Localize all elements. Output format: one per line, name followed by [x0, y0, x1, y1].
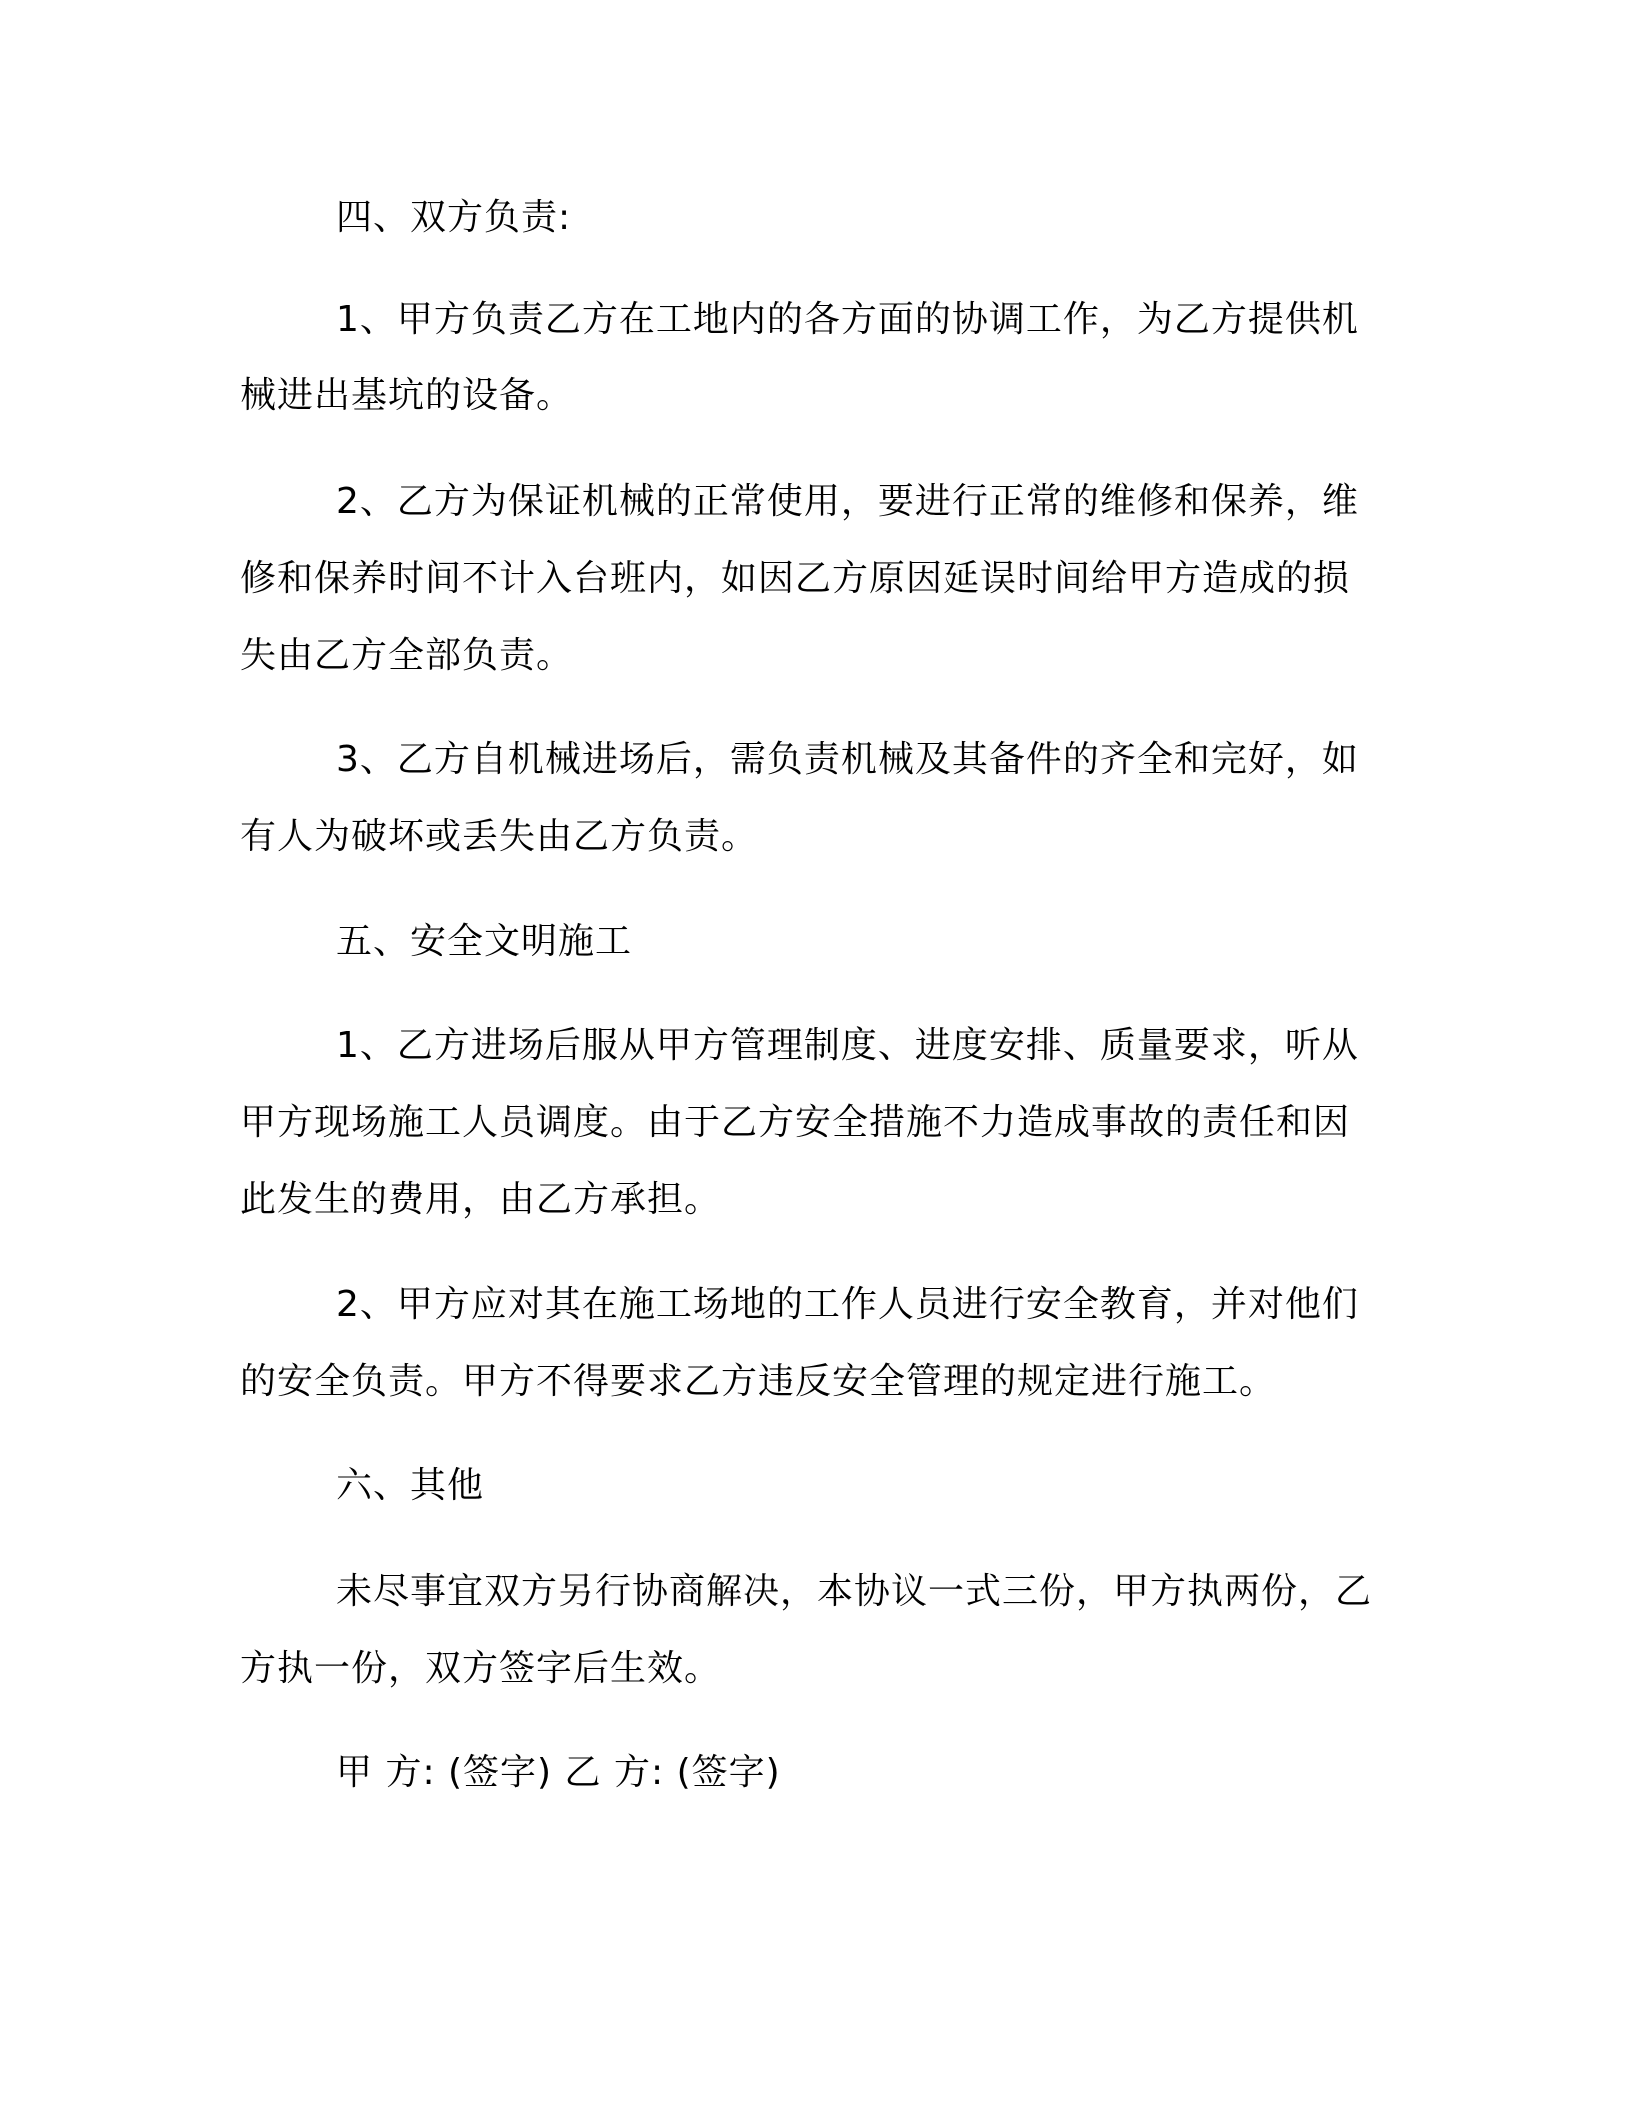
section-heading-6: 六、其他: [336, 1465, 485, 1506]
closing-line-2: 方执一份，双方签字后生效。: [240, 1648, 722, 1689]
signature-line: 甲 方: (签字) 乙 方: (签字): [336, 1752, 781, 1793]
section-heading-4: 四、双方负责:: [336, 197, 572, 238]
clause-4-3-line-2: 有人为破坏或丢失由乙方负责。: [240, 816, 759, 857]
clause-4-1-line-1: 1、甲方负责乙方在工地内的各方面的协调工作，为乙方提供机: [336, 299, 1359, 340]
clause-5-1-line-1: 1、乙方进场后服从甲方管理制度、进度安排、质量要求，听从: [336, 1025, 1359, 1066]
clause-4-2-line-3: 失由乙方全部负责。: [240, 635, 574, 676]
clause-5-2-line-1: 2、甲方应对其在施工场地的工作人员进行安全教育，并对他们: [336, 1284, 1359, 1325]
section-heading-5: 五、安全文明施工: [336, 921, 633, 962]
clause-5-1-line-2: 甲方现场施工人员调度。由于乙方安全措施不力造成事故的责任和因: [240, 1102, 1351, 1143]
clause-5-1-line-3: 此发生的费用，由乙方承担。: [240, 1179, 722, 1220]
clause-5-2-line-2: 的安全负责。甲方不得要求乙方违反安全管理的规定进行施工。: [240, 1361, 1277, 1402]
clause-4-2-line-2: 修和保养时间不计入台班内，如因乙方原因延误时间给甲方造成的损: [240, 558, 1351, 599]
clause-4-1-line-2: 械进出基坑的设备。: [240, 375, 574, 416]
closing-line-1: 未尽事宜双方另行协商解决，本协议一式三份，甲方执两份，乙: [336, 1571, 1373, 1612]
clause-4-3-line-1: 3、乙方自机械进场后，需负责机械及其备件的齐全和完好，如: [336, 739, 1359, 780]
clause-4-2-line-1: 2、乙方为保证机械的正常使用，要进行正常的维修和保养，维: [336, 481, 1359, 522]
